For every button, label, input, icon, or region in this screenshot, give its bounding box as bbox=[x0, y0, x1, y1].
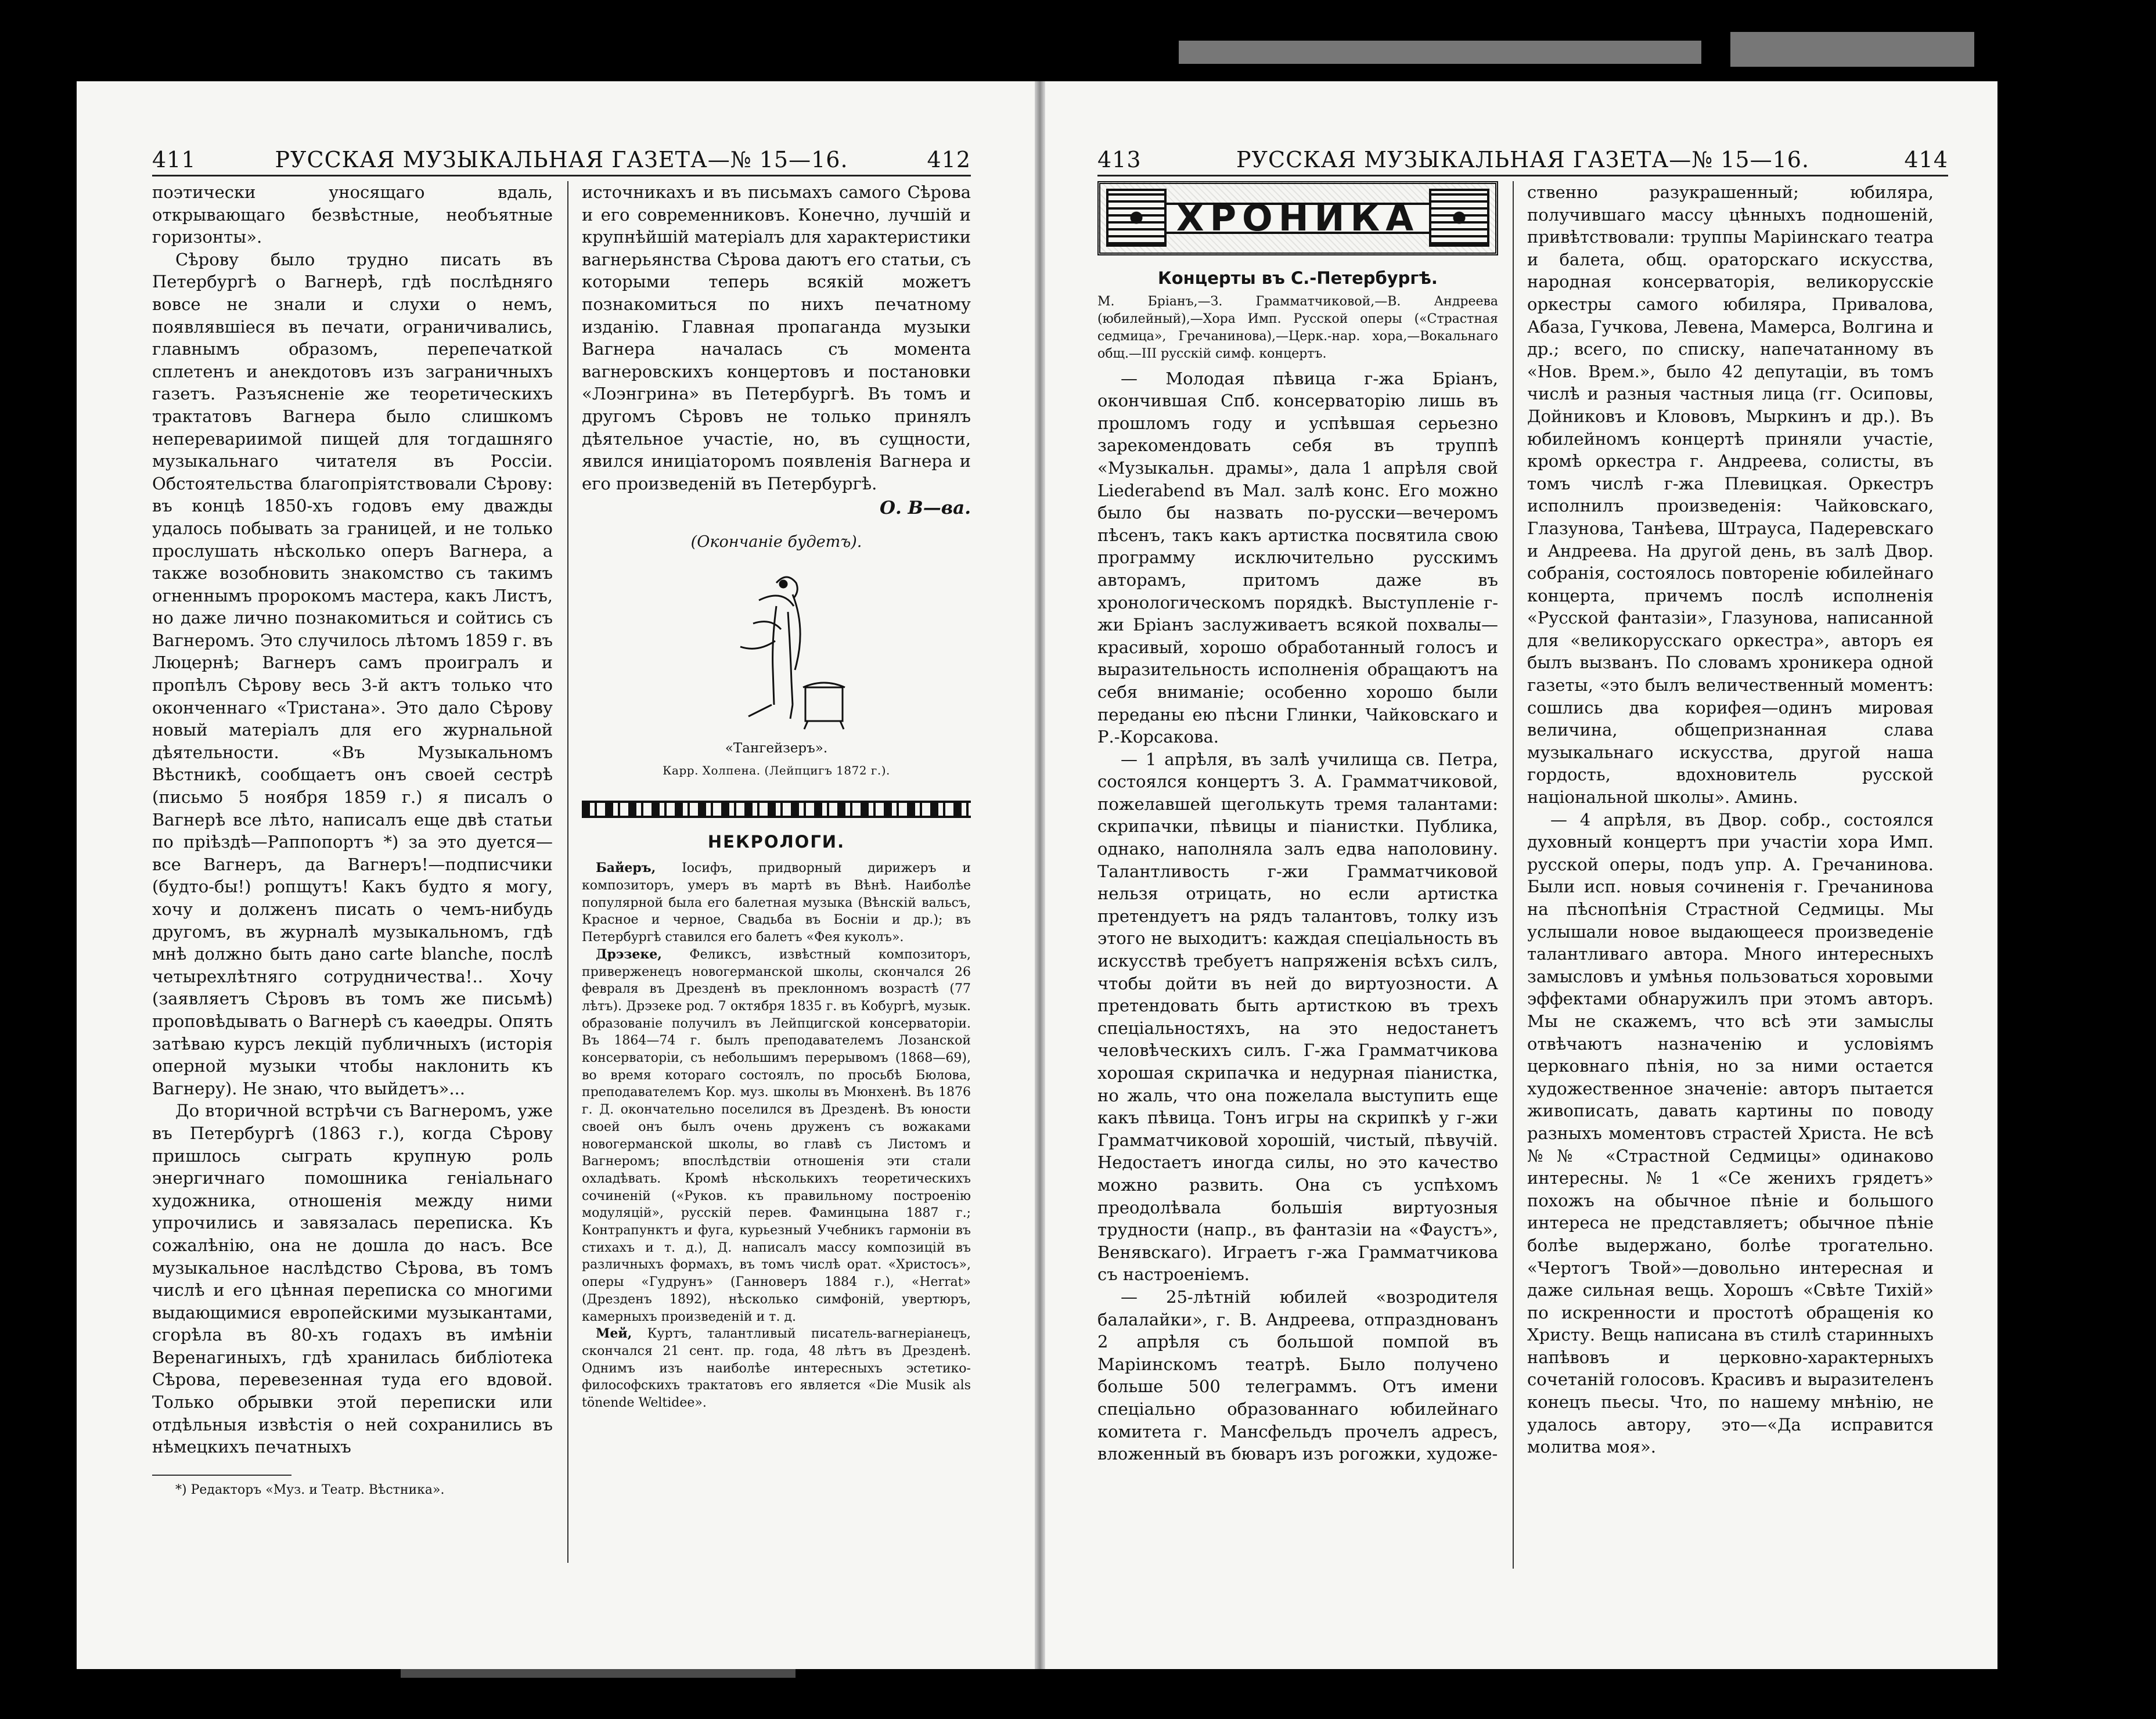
newspaper-title: РУССКАЯ МУЗЫКАЛЬНАЯ ГАЗЕТА—№ 15—16. bbox=[1236, 147, 1810, 172]
right-column-2 bbox=[1527, 181, 1934, 1458]
paragraph: — 4 апрѣля, въ Двор. собр., состоялся духовный концертъ при участіи хора Имп. русской оперы, подъ упр. А. Гречанинова. Были исп. новыя сочиненія г. Гречанинова на пѣснопѣнія Страстной Седмицы. Мы услышали новое выдающееся произведеніе талантливаго автора. Много интересныхъ замысловъ и умѣнья пользоваться хоровыми эффектами обнаружилъ при этомъ авторъ. Мы не скажемъ, что всѣ эти замыслы отвѣчаютъ назначенію и условіямъ церковнаго пѣнія, но за ними остается художественное значеніе: авторъ пытается живописать, давать картины по поводу разныхъ моментовъ страстей Христа. Не всѣ №№ «Страстной Седмицы» одинаково интересны. № 1 «Се женихъ грядетъ» похожъ на обычное пѣніе и большого интереса не представляетъ; обычное пѣніе болѣе выдержано, болѣе трогательно. «Чертогъ Твой»—довольно интересная и даже сильная вещь. Хорошъ «Свѣте Тихій» по искренности и простотѣ обращенія ко Христу. Вещь написана въ стилѣ старинныхъ напѣвовъ и церковно-характерныхъ сочетаній голосовъ. Красивъ и выразителенъ конецъ пьесы. Что, по нашему мнѣнію, не удалось автору, это—«Да исправится молитва моя». bbox=[1527, 809, 1934, 1457]
scan-edge-noise bbox=[1179, 41, 1701, 64]
obituary-text: Феликсъ, извѣстный композиторъ, приверженецъ новогерманской школы, скончался 26 февраля въ Дрезденѣ въ преклонномъ возрастѣ (77 лѣтъ). Дрэзеке род. 7 октября 1835 г. въ Кобургѣ, музык. образованіе получилъ въ Лейпцигской консерваторіи. Въ 1864—74 г. былъ преподавателемъ Лозанской консерваторіи, съ небольшимъ перерывомъ (1868—69), во время котораго состоялъ, по просьбѣ Бюлова, преподавателемъ Кор. муз. школы въ Мюнхенѣ. Въ 1876 г. Д. окончательно поселился въ Дрезденѣ. Въ юности своей онъ былъ очень друженъ съ вожаками новогерманской школы, во главѣ съ Листомъ и Вагнеромъ; впослѣдствіи отношенія эти стали охладѣвать. Кромѣ нѣсколькихъ теоретическихъ сочиненій («Руков. къ правильному построенію модуляцій», русскій перев. Фаминцына 1887 г.; Контрапунктъ и фуга, курьезный Учебникъ гармоніи въ стихахъ и т. д.), Д. написалъ массу композицій въ различныхъ формахъ, въ томъ числѣ орат. «Христосъ», оперы «Гудрунъ» (Ганноверъ 1884 г.), «Herrat» (Дрезденъ 1892), нѣсколько симфоній, увертюръ, камерныхъ произведеній и т. д. bbox=[582, 947, 971, 1324]
paragraph: — 25-лѣтній юбилей «возродителя балалайки», г. В. Андреева, отпразднованъ 2 апрѣля съ большой помпой въ Маріинскомъ театрѣ. Было получено больше 500 телеграммъ. Отъ имени спеціально образованнаго юбилейнаго комитета г. Мансфельдъ прочелъ адресъ, вложенный въ бюваръ изъ рогожки, художе- bbox=[1097, 1286, 1498, 1464]
right-page-header bbox=[1097, 142, 1948, 176]
left-column-1 bbox=[152, 181, 553, 1499]
tannhauser-caricature bbox=[689, 560, 863, 734]
ornament-icon bbox=[1429, 189, 1489, 247]
continuation-note: (Окончаніе будетъ). bbox=[690, 532, 862, 551]
ornament-icon bbox=[1106, 189, 1167, 247]
page-number: 412 bbox=[927, 147, 971, 172]
obituary-name: Дрэзеке, bbox=[596, 946, 662, 962]
paragraph: — Молодая пѣвица г-жа Бріанъ, окончившая Спб. консерваторію лишь въ прошломъ году и успѣвшая серьезно зарекомендовать себя въ труппѣ «Музыкальн. драмы», дала 1 апрѣля свой Liederabend въ Мал. залѣ конс. Его можно было бы назвать по-русски—вечеромъ пѣсенъ, такъ какъ артистка посвятила свою программу исключительно русскимъ авторамъ, притомъ даже въ хронологическомъ порядкѣ. Выступленіе г-жи Бріанъ заслуживаетъ всякой похвалы—красивый, хорошо обработанный голосъ и выразительность исполненія обращаютъ на себя вниманіе; особенно хорошо были переданы ею пѣсни Глинки, Чайковскаго и Р.-Корсакова. bbox=[1097, 368, 1498, 747]
paragraph: Сѣрову было трудно писать въ Петербургѣ о Вагнерѣ, гдѣ послѣдняго вовсе не знали и слухи о немъ, появлявшіеся въ печати, ограничивались, главнымъ образомъ, перепечаткой сплетенъ и анекдотовъ изъ заграничныхъ газетъ. Разъясненіе же теоретическихъ трактатовъ Вагнера было слишкомъ неперевариимой пищей для тогдашняго музыкальнаго читателя въ Россіи. Обстоятельства благопріятствовали Сѣрову: въ концѣ 1850-хъ годовъ ему дважды удалось побывать за границей, и не только прослушать нѣсколько оперъ Вагнера, а также возобновить знакомство съ такимъ огненнымъ пророкомъ мастера, какъ Листъ, но даже лично познакомиться и сойтись съ Вагнеромъ. Это случилось лѣтомъ 1859 г. въ Люцернѣ; Вагнеръ самъ проигралъ и пропѣлъ Сѣрову весь 3-й актъ только что оконченнаго «Тристана». Это дало Сѣрову новый матеріалъ для его журнальной дѣятельности. «Въ Музыкальномъ Вѣстникѣ, сообщаетъ онъ своей сестрѣ (письмо 5 ноября 1859 г.) я писалъ о Вагнерѣ все лѣто, написалъ еще двѣ статьи по пріѣздѣ—Раппопортъ *) за это дуется—все Вагнеръ, да Вагнеръ!—подписчики (будто-бы!) ропщутъ! Какъ будто я могу, хочу и долженъ писать о чемъ-нибудь другомъ, въ журналѣ музыкальномъ, гдѣ мнѣ должно быть дано carte blanche, послѣ четырехлѣтняго сотрудничества!.. Хочу (заявляетъ Сѣровъ въ томъ же письмѣ) проповѣдывать о Вагнерѣ съ каѳедры. Опять затѣваю курсъ лекцій публичныхъ (исторія оперной музыки чтобы наклонить къ Вагнеру). Не знаю, что выйдетъ»... bbox=[152, 249, 553, 1098]
left-page bbox=[77, 81, 1035, 1669]
obituary-text: Іосифъ, придворный дирижеръ и композиторъ, умеръ въ мартѣ въ Вѣнѣ. Наиболѣе популярной была его балетная музыка (Вѣнскій вальсъ, Красное и черное, Свадьба въ Босніи и др.); въ Петербургѣ ставился его балетъ «Фея куколъ». bbox=[582, 861, 971, 945]
author-signature: О. В—ва. bbox=[879, 498, 971, 519]
obituary-name: Мей, bbox=[596, 1326, 632, 1342]
paragraph: До вторичной встрѣчи съ Вагнеромъ, уже въ Петербургѣ (1863 г.), когда Сѣрову пришлось сыграть крупную роль энергичнаго помошника геніальнаго художника, отношенія между ними упрочились и завязалась переписка. Къ сожалѣнію, она не дошла до насъ. Все музыкальное наслѣдство Сѣрова, въ томъ числѣ и его цѣнная переписка со многими выдающимися европейскими музыкантами, сгорѣла въ 80-хъ годахъ въ имѣніи Веренагиныхъ, гдѣ хранилась библіотека Сѣрова, перевезенная туда его вдовой. Только обрывки этой переписки или отдѣльныя извѣстія о ней сохранились въ нѣмецкихъ печатныхъ bbox=[152, 1101, 553, 1457]
banner-title: ХРОНИКА bbox=[1160, 203, 1435, 235]
chronicle-banner bbox=[1097, 181, 1498, 255]
right-page bbox=[1045, 81, 1997, 1669]
obituary bbox=[582, 860, 971, 946]
obituary bbox=[582, 1325, 971, 1412]
column-rule bbox=[567, 181, 568, 1563]
left-column-2 bbox=[582, 181, 971, 1412]
paragraph: — 1 апрѣля, въ залѣ училища св. Петра, состоялся концертъ З. А. Грамматчиковой, пожелавшей щеголькуть тремя талантами: скрипачки, пѣвицы и піанистки. Публика, однако, наполняла залъ едва наполовину. Талантливость г-жи Грамматчиковой нельзя отрицать, но если артистка претендуетъ на рядъ талантовъ, толку изъ этого не выходитъ: каждая спеціальность въ искусствѣ требуетъ напряженія всѣхъ силъ, чтобы дойти въ ней до виртуозности. А претендовать быть артисткою въ трехъ спеціальностяхъ, на это недостанетъ человѣческихъ силъ. Г-жа Грамматчикова хорошая скрипачка и недурная піанистка, но жаль, что она пожелала выступить еще какъ пѣвица. Тонъ игры на скрипкѣ у г-жи Грамматчиковой хорошій, чистый, пѣвучій. Недостаетъ иногда силы, но это качество можно развить. Она съ успѣхомъ преодолѣвала большія виртуозныя трудности (напр., въ фантазіи на «Фаустъ», Венявскаго). Играетъ г-жа Грамматчикова съ настроеніемъ. bbox=[1097, 749, 1498, 1285]
section-subtitle: Концерты въ С.-Петербургѣ. bbox=[1158, 268, 1438, 288]
footnote: *) Редакторъ «Муз. и Театр. Вѣстника». bbox=[175, 1482, 445, 1497]
column-rule bbox=[1513, 181, 1514, 1569]
obituary-name: Байеръ, bbox=[596, 860, 656, 876]
binding-gutter bbox=[1035, 81, 1045, 1669]
section-summary: М. Бріанъ,—З. Грамматчиковой,—В. Андреева (юбилейный),—Хора Имп. Русской оперы («Страстная седмица», Гречанинова),—Церк.-нар. хора,—Вокальнаго общ.—III русскій симф. концертъ. bbox=[1097, 294, 1498, 361]
paragraph: источникахъ и въ письмахъ самого Сѣрова и его современниковъ. Конечно, лучшій и крупнѣйшій матеріалъ для характеристики вагнерьянства Сѣрова даютъ его статьи, съ которыми теперь всякій можетъ познакомиться по нихъ печатному изданію. Главная пропаганда музыки Вагнера началась съ момента вагнеровскихъ концертовъ и постановки «Лоэнгрина» въ Петербургѣ. Въ томъ и другомъ Сѣровъ не только принялъ дѣятельное участіе, но, въ сущности, явился иниціаторомъ появленія Вагнера и его произведеній въ Петербургѣ. bbox=[582, 182, 971, 493]
newspaper-title: РУССКАЯ МУЗЫКАЛЬНАЯ ГАЗЕТА—№ 15—16. bbox=[275, 147, 848, 172]
page-number: 411 bbox=[152, 147, 196, 172]
ornamental-divider bbox=[582, 801, 971, 818]
illustration-caption: «Тангейзеръ». bbox=[725, 740, 828, 756]
page-number: 413 bbox=[1097, 147, 1142, 172]
obituary bbox=[582, 946, 971, 1325]
scan-edge-noise bbox=[1730, 32, 1974, 67]
illustration-credit: Карр. Холпена. (Лейпцигъ 1872 г.). bbox=[663, 763, 890, 778]
page-number: 414 bbox=[1904, 147, 1948, 172]
paragraph: поэтически уносящаго вдаль, открывающаго безвѣстные, необъятные горизонты». bbox=[152, 182, 553, 247]
left-page-header bbox=[152, 142, 971, 176]
footnote-rule bbox=[152, 1475, 291, 1476]
obituaries bbox=[582, 860, 971, 1412]
right-column-1 bbox=[1097, 181, 1498, 1465]
paragraph: ственно разукрашенный; юбиляра, получившаго массу цѣнныхъ подношеній, привѣтствовали: труппы Маріинскаго театра и балета, общ. ораторскаго искусства, народная консерваторія, великорусскіе оркестры самого юбиляра, Привалова, Абаза, Гучкова, Левена, Мамерса, Волгина и др.; всего, по списку, напечатанному въ «Нов. Врем.», было 42 депутаціи, въ томъ числѣ и разныя частныя лица (гг. Осиповы, Дойниковъ и Клововъ, Мыркинъ и др.). Въ юбилейномъ концертѣ приняли участіе, кромѣ оркестра г. Андреева, солисты, въ томъ числѣ г-жа Плевицкая. Оркестръ исполнилъ произведенія: Чайковскаго, Глазунова, Танѣева, Штрауса, Падеревскаго и Андреева. На другой день, въ залѣ Двор. собранія, состоялось повтореніе юбилейнаго концерта, причемъ послѣ исполненія «Русской фантазіи», Глазунова, написанной для «великорусскаго оркестра», авторъ ея былъ вызванъ. По словамъ хроникера одной газеты, «это былъ величественный моментъ: сошлись два корифея—одинъ мировая величина, общепризнанная слава музыкальнаго искусства, другой наша гордость, вдохновитель русской національной школы». Аминь. bbox=[1527, 182, 1934, 808]
section-title: НЕКРОЛОГИ. bbox=[707, 831, 845, 852]
obituary-text: Куртъ, талантливый писатель-вагнеріанецъ, скончался 21 сент. пр. года, 48 лѣтъ въ Дрезденѣ. Однимъ изъ наиболѣе интересныхъ эстетико-философскихъ трактатовъ его является «Die Musik als tönende Weltidee». bbox=[582, 1327, 971, 1411]
